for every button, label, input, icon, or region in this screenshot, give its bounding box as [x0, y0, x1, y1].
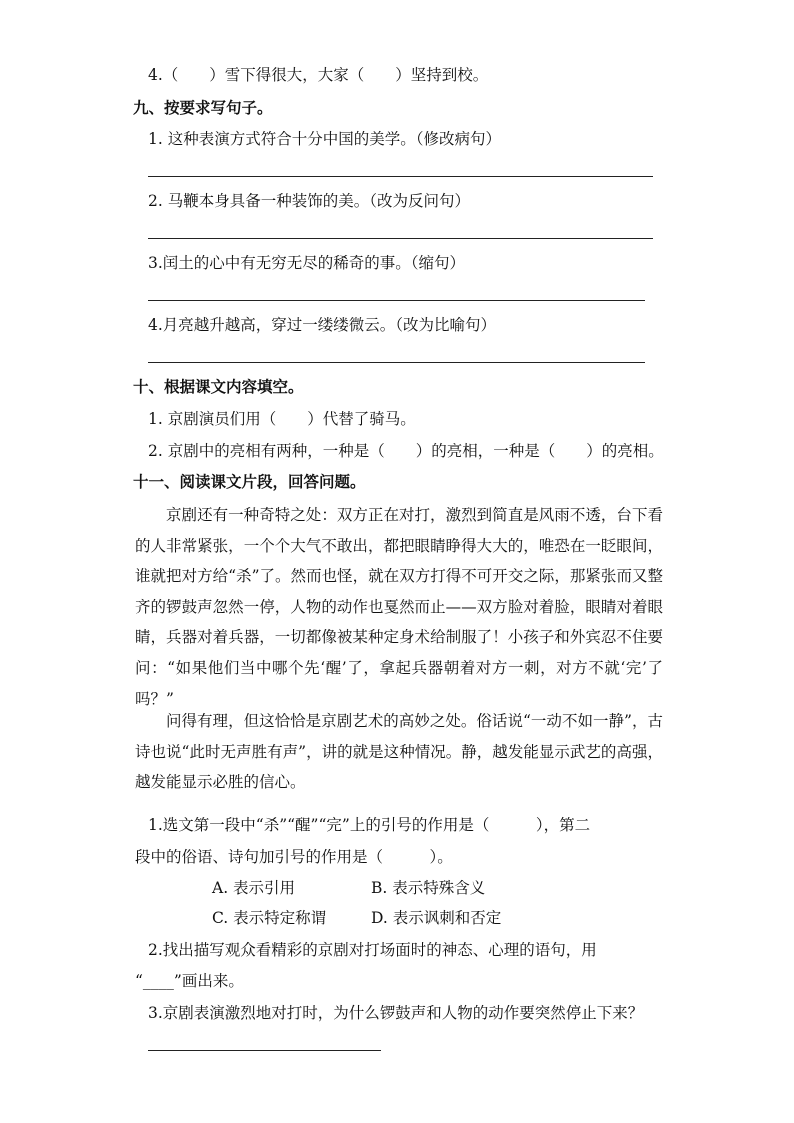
answer-line	[148, 362, 645, 363]
section-9-item-2: 2. 马鞭本身具备一种装饰的美。（改为反问句）	[148, 192, 470, 210]
option-c: C. 表示特定称谓	[212, 909, 327, 927]
reading-question-1-line-1: 1.选文第一段中“杀”“醒”“完”上的引号的作用是（ ），第二	[148, 816, 591, 834]
section-10-item-1: 1. 京剧演员们用（ ）代替了骑马。	[148, 410, 416, 428]
answer-line	[148, 176, 653, 177]
section-9-item-4: 4.月亮越升越高，穿过一缕缕微云。（改为比喻句）	[148, 316, 497, 334]
answer-line	[148, 300, 645, 301]
reading-passage-paragraph-2: 问得有理，但这恰恰是京剧艺术的高妙之处。俗话说“一动不如一静”，古诗也说“此时无声胜有声”，讲的就是这种情况。静，越发能显示武艺的高强，越发能显示必胜的信心。	[135, 712, 663, 792]
section-11-title: 十一、阅读课文片段，回答问题。	[133, 473, 366, 491]
reading-question-1-line-2: 段中的俗语、诗句加引号的作用是（ ）。	[135, 848, 453, 866]
option-a: A. 表示引用	[212, 879, 296, 897]
reading-question-2-line-2: “____”画出来。	[135, 972, 244, 990]
reading-question-2-line-1: 2.找出描写观众看精彩的京剧对打场面时的神态、心理的语句，用	[148, 941, 597, 959]
section-9-item-3: 3.闰土的心中有无穷无尽的稀奇的事。（缩句）	[148, 254, 466, 272]
answer-line	[148, 1050, 381, 1051]
section-10-title: 十、根据课文内容填空。	[133, 378, 304, 396]
section-9-title: 九、按要求写句子。	[133, 99, 273, 117]
option-b: B. 表示特殊含义	[371, 879, 486, 897]
section-10-item-2: 2. 京剧中的亮相有两种，一种是（ ）的亮相，一种是（ ）的亮相。	[148, 442, 664, 460]
answer-line	[148, 238, 653, 239]
option-d: D. 表示讽刺和否定	[371, 909, 502, 927]
section-9-item-1: 1. 这种表演方式符合十分中国的美学。（修改病句）	[148, 130, 501, 148]
reading-passage-paragraph-1: 京剧还有一种奇特之处：双方正在对打，激烈到简直是风雨不透，台下看的人非常紧张，一个个大气不敢出，都把眼睛睁得大大的，唯恐在一眨眼间，谁就把对方给“杀”了。然而也怪，就在双方打得不可开交之际，那紧张而又整齐的锣鼓声忽然一停，人物的动作也戛然而止——双方脸对着脸，眼睛对着眼睛，兵器对着兵器，一切都像被某种定身术给制服了！小孩子和外宾忍不住要问：“如果他们当中哪个先‘醒’了，拿起兵器朝着对方一刺，对方不就‘完’了吗？”	[135, 506, 663, 708]
question-4-fill-blank: 4.（ ）雪下得很大，大家（ ）坚持到校。	[148, 66, 489, 84]
reading-question-3: 3.京剧表演激烈地对打时，为什么锣鼓声和人物的动作要突然停止下来？	[148, 1004, 644, 1022]
